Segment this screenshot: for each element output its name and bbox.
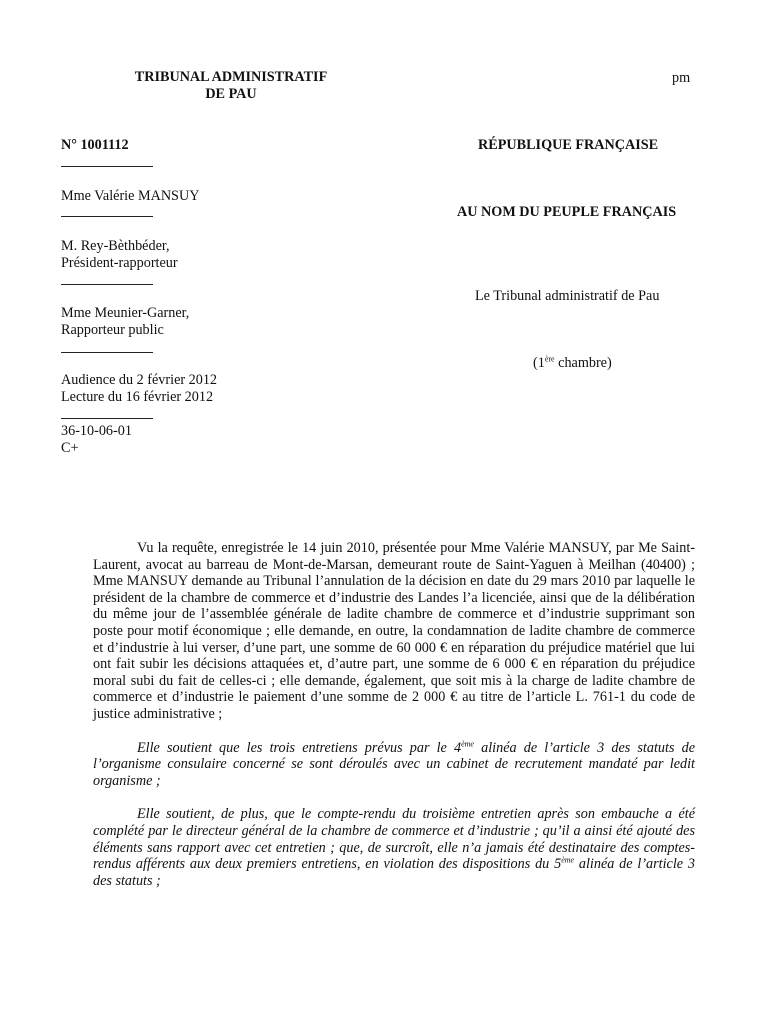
argument-paragraph-2	[93, 806, 695, 889]
argument-1-superscript: ème	[461, 738, 474, 748]
party-name: Mme Valérie MANSUY	[61, 188, 200, 204]
document-body	[93, 540, 695, 906]
clerk-initials: pm	[672, 70, 691, 86]
people-heading: AU NOM DU PEUPLE FRANÇAIS	[457, 204, 677, 220]
separator-line	[61, 352, 153, 353]
chamber-line	[533, 355, 612, 372]
president-name: M. Rey-Bèthbéder,	[61, 238, 170, 254]
rapporteur-role: Rapporteur public	[61, 321, 164, 338]
chamber-superscript: ère	[544, 354, 555, 364]
publication-grade: C+	[61, 439, 79, 456]
separator-line	[61, 284, 153, 285]
court-name-line1: TRIBUNAL ADMINISTRATIF	[134, 69, 328, 85]
argument-paragraph-1	[93, 740, 695, 790]
president-block	[61, 238, 361, 271]
classification-code: 36-10-06-01	[61, 423, 132, 439]
tribunal-line: Le Tribunal administratif de Pau	[475, 288, 660, 304]
separator-line	[61, 166, 153, 167]
argument-2-text-b: alinéa de l’article 3 des statuts ;	[93, 856, 695, 889]
chamber-label: chambre)	[554, 355, 612, 371]
president-role: Président-rapporteur	[61, 254, 178, 271]
request-paragraph: Vu la requête, enregistrée le 14 juin 2010, présentée pour Mme Valérie MANSUY, par Me Saint-Laurent, avocat au barreau de Mont-de-Marsan, demeurant route de Saint-Yaguen à Meilhan (40400) ; Mme MANSUY demande au Tribunal l’annulation de la décision en date du 29 mars 2010 par laquelle le président de la chambre de commerce et d’industrie des Landes l’a licenciée, ainsi que de la délibération du même jour de l’assemblée générale de ladite chambre de commerce et d’industrie supprimant son poste pour motif économique ; elle demande, en outre, la condamnation de ladite chambre de commerce et d’industrie à lui verser, d’une part, une somme de 60 000 € en réparation du préjudice matériel que lui ont fait subir les décisions attaquées et, d’autre part, une somme de 6 000 € en réparation du préjudice moral subi du fait de celles-ci ; elle demande, également, que soit mis à la charge de ladite chambre de commerce et d’industrie le paiement d’une somme de 2 000 € au titre de l’article L. 761-1 du code de justice administrative ;	[93, 540, 695, 722]
argument-1-text-b: alinéa de l’article 3 des statuts de l’organisme consulaire concerné se sont déroulés avec un cabinet de recrutement mandaté par ledit organisme ;	[93, 739, 695, 789]
chamber-number: (1	[533, 355, 545, 371]
separator-line	[61, 216, 153, 217]
dates-block	[61, 372, 361, 405]
court-name-line2: DE PAU	[205, 85, 257, 102]
case-number: N° 1001112	[61, 137, 129, 153]
separator-line	[61, 418, 153, 419]
argument-2-text-a: Elle soutient, de plus, que le compte-rendu du troisième entretien après son embauche a été complété par le directeur général de la chambre de commerce et d’industrie ; qu’il a ainsi été ajouté des éléments sans rapport avec cet entretien ; que, de surcroît, elle n’a jamais été destinataire des comptes-rendus afférents aux deux premiers entretiens, en violation des dispositions du 5	[93, 806, 695, 873]
rapporteur-name: Mme Meunier-Garner,	[61, 305, 190, 321]
argument-1-text-a: Elle soutient que les trois entretiens prévus par le 4	[137, 739, 462, 756]
court-name	[96, 69, 366, 102]
reading-date: Lecture du 16 février 2012	[61, 388, 214, 405]
republic-heading: RÉPUBLIQUE FRANÇAISE	[478, 137, 659, 153]
argument-2-superscript: ème	[561, 855, 575, 865]
rapporteur-block	[61, 305, 361, 338]
classification-block	[61, 423, 361, 456]
hearing-date: Audience du 2 février 2012	[61, 372, 218, 388]
